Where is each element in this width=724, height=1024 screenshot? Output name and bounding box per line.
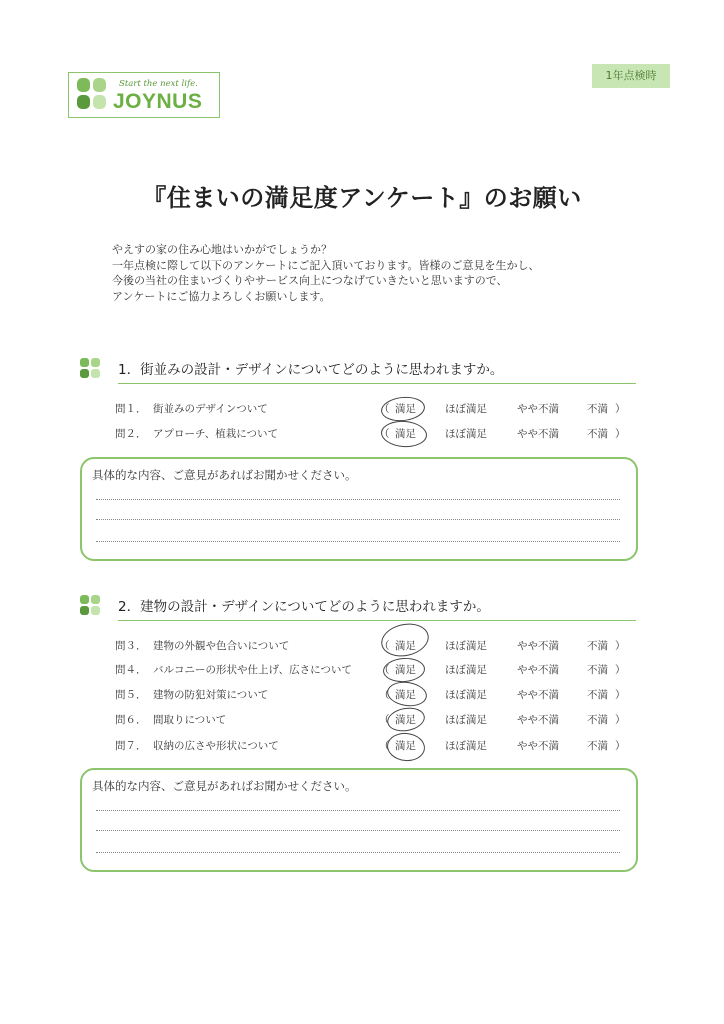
- logo-tagline: Start the next life.: [119, 79, 198, 89]
- question-number: 問６．: [115, 714, 147, 726]
- intro-line: やえすの家の住み心地はいかがでしょうか？: [112, 243, 332, 256]
- paren-open: （: [379, 689, 390, 701]
- option-somewhat-dissatisfied[interactable]: やや不満: [517, 714, 559, 726]
- option-dissatisfied[interactable]: 不満: [587, 428, 608, 440]
- question-text: 間取りについて: [153, 714, 227, 726]
- question-row-3: [115, 638, 635, 656]
- paren-close: ）: [615, 714, 626, 726]
- comment-label: 具体的な内容、ご意見があればお聞かせください。: [92, 779, 357, 793]
- comment-line: [96, 499, 620, 500]
- option-satisfied[interactable]: 満足: [395, 403, 416, 415]
- question-row-1: [115, 401, 635, 419]
- paren-close: ）: [615, 640, 626, 652]
- option-mostly-satisfied[interactable]: ほぼ満足: [445, 689, 487, 701]
- option-somewhat-dissatisfied[interactable]: やや不満: [517, 428, 559, 440]
- paren-open: （: [379, 664, 390, 676]
- selection-circle-mark: [380, 395, 426, 423]
- option-mostly-satisfied[interactable]: ほぼ満足: [445, 428, 487, 440]
- clover-section-icon: [80, 358, 102, 380]
- paren-close: ）: [615, 428, 626, 440]
- question-row-6: [115, 712, 635, 730]
- selection-circle-mark: [386, 679, 429, 708]
- paren-open: （: [379, 428, 390, 440]
- option-dissatisfied[interactable]: 不満: [587, 714, 608, 726]
- question-number: 問５．: [115, 689, 147, 701]
- comment-line: [96, 810, 620, 811]
- paren-close: ）: [615, 664, 626, 676]
- selection-circle-mark: [382, 657, 426, 684]
- question-number: 問４．: [115, 664, 147, 676]
- clover-logo-icon: [77, 78, 107, 112]
- section-2-title: 2．建物の設計・デザインについてどのように思われますか。: [118, 599, 490, 615]
- question-row-5: [115, 687, 635, 705]
- option-mostly-satisfied[interactable]: ほぼ満足: [445, 740, 487, 752]
- section-2-header: [80, 593, 636, 617]
- selection-circle-mark: [385, 705, 426, 734]
- question-number: 問１．: [115, 403, 147, 415]
- selection-circle-mark: [386, 731, 427, 763]
- option-satisfied[interactable]: 満足: [395, 428, 416, 440]
- paren-open: （: [379, 640, 390, 652]
- option-satisfied[interactable]: 満足: [395, 714, 416, 726]
- section-1-title: 1．街並みの設計・デザインについてどのように思われますか。: [118, 362, 504, 378]
- selection-circle-mark: [378, 619, 432, 660]
- option-satisfied[interactable]: 満足: [395, 689, 416, 701]
- option-mostly-satisfied[interactable]: ほぼ満足: [445, 403, 487, 415]
- paren-close: ）: [615, 689, 626, 701]
- question-number: 問７．: [115, 740, 147, 752]
- option-dissatisfied[interactable]: 不満: [587, 689, 608, 701]
- option-mostly-satisfied[interactable]: ほぼ満足: [445, 714, 487, 726]
- option-somewhat-dissatisfied[interactable]: やや不満: [517, 403, 559, 415]
- comment-label: 具体的な内容、ご意見があればお聞かせください。: [92, 468, 357, 482]
- page-title: 『住まいの満足度アンケート』のお願い: [142, 184, 582, 212]
- intro-line: 一年点検に際して以下のアンケートにご記入頂いております。皆様のご意見を生かし、: [112, 258, 540, 272]
- question-row-4: [115, 662, 635, 680]
- logo-wordmark: JOYNUS: [113, 90, 203, 113]
- clover-section-icon: [80, 595, 102, 617]
- option-somewhat-dissatisfied[interactable]: やや不満: [517, 689, 559, 701]
- question-text: バルコニーの形状や仕上げ、広さについて: [153, 664, 352, 676]
- option-satisfied[interactable]: 満足: [395, 740, 416, 752]
- option-mostly-satisfied[interactable]: ほぼ満足: [445, 640, 487, 652]
- option-dissatisfied[interactable]: 不満: [587, 640, 608, 652]
- comment-box-2[interactable]: [80, 768, 638, 872]
- section-rule: [118, 620, 636, 622]
- paren-close: ）: [615, 403, 626, 415]
- option-dissatisfied[interactable]: 不満: [587, 403, 608, 415]
- question-number: 問３．: [115, 640, 147, 652]
- option-somewhat-dissatisfied[interactable]: やや不満: [517, 740, 559, 752]
- question-text: 街並みのデザインついて: [153, 403, 268, 415]
- option-dissatisfied[interactable]: 不満: [587, 740, 608, 752]
- paren-open: （: [379, 740, 390, 752]
- comment-line: [96, 830, 620, 831]
- selection-circle-mark: [380, 419, 428, 448]
- option-somewhat-dissatisfied[interactable]: やや不満: [517, 640, 559, 652]
- question-text: 建物の防犯対策について: [153, 689, 269, 701]
- question-row-2: [115, 426, 635, 444]
- paren-open: （: [379, 403, 390, 415]
- section-rule: [118, 383, 636, 385]
- comment-line: [96, 852, 620, 853]
- option-mostly-satisfied[interactable]: ほぼ満足: [445, 664, 487, 676]
- company-logo: [68, 72, 220, 118]
- intro-line: 今後の当社の住まいづくりやサービス向上につなげていきたいと思いますので、: [112, 274, 508, 287]
- option-satisfied[interactable]: 満足: [395, 640, 416, 652]
- intro-text: [112, 242, 539, 304]
- question-number: 問２．: [115, 428, 147, 440]
- comment-line: [96, 519, 620, 520]
- option-somewhat-dissatisfied[interactable]: やや不満: [517, 664, 559, 676]
- option-satisfied[interactable]: 満足: [395, 664, 416, 676]
- question-row-7: [115, 738, 635, 756]
- paren-close: ）: [615, 740, 626, 752]
- question-text: 建物の外観や色合いについて: [153, 640, 290, 652]
- comment-box-1[interactable]: [80, 457, 638, 561]
- section-1-header: [80, 356, 636, 380]
- comment-line: [96, 541, 620, 542]
- intro-line: アンケートにご協力よろしくお願いします。: [112, 289, 331, 303]
- inspection-badge: 1年点検時: [592, 64, 670, 88]
- option-dissatisfied[interactable]: 不満: [587, 664, 608, 676]
- paren-open: （: [379, 714, 390, 726]
- question-text: アプローチ、植栽について: [153, 428, 279, 440]
- question-text: 収納の広さや形状について: [153, 740, 279, 752]
